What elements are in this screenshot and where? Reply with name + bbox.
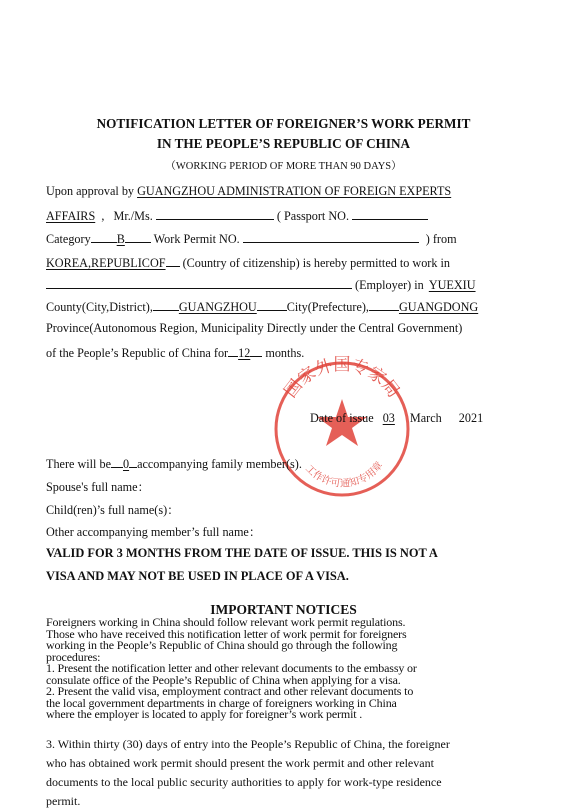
notice-line: where the employer is located to apply for foreigner’s work permit .	[46, 707, 363, 721]
notice-item3-line: who has obtained work permit should present the work permit and other relevant	[46, 756, 434, 770]
notice-line: 1. Present the notification letter and other relevant documents to the embassy or	[46, 661, 417, 675]
employer-label: (Employer) in	[355, 278, 424, 292]
notice-line: Foreigners working in China should follow relevant work permit regulations.	[46, 615, 406, 629]
family-prefix: There will be	[46, 457, 111, 471]
category-line	[46, 230, 491, 247]
work-permit-blank	[243, 230, 419, 243]
authority-name-cont: AFFAIRS	[46, 209, 96, 223]
county-line	[46, 298, 491, 315]
city-label: City(Prefecture),	[286, 300, 369, 314]
notices-heading: IMPORTANT NOTICES	[210, 602, 357, 617]
family-line	[46, 455, 491, 472]
category-value: B	[116, 232, 125, 246]
authority-name: GUANGZHOU ADMINISTRATION OF FOREIGN EXPERTS	[137, 184, 452, 198]
months-suffix: months.	[265, 346, 305, 360]
notice-item3-line: 3. Within thirty (30) days of entry into the People’s Republic of China, the foreigner	[46, 737, 450, 751]
employer-line	[46, 276, 491, 293]
document-subtitle: （WORKING PERIOD OF MORE THAN 90 DAYS）	[165, 161, 402, 172]
country-suffix: (Country of citizenship) is hereby permitted to work in	[182, 256, 450, 270]
employer-blank	[46, 276, 352, 289]
document-title-line1: NOTIFICATION LETTER OF FOREIGNER’S WORK PERMIT	[96, 116, 471, 131]
county-value: YUEXIU	[428, 278, 476, 292]
family-count: 0	[122, 457, 130, 471]
date-year: 2021	[458, 411, 484, 425]
city-value: GUANGZHOU	[178, 300, 257, 314]
months-prefix: of the People’s Republic of China for	[46, 346, 229, 360]
family-suffix: accompanying family member(s).	[137, 457, 302, 471]
notice-line: procedures:	[46, 649, 101, 664]
document-title-line2: IN THE PEOPLE’S REPUBLIC OF CHINA	[156, 136, 411, 151]
notice-line: consulate office of the People’s Republic of China when applying for a visa.	[46, 672, 401, 687]
authority-line: AFFAIRS , Mr./Ms. ( Passport NO.	[46, 207, 491, 224]
country-line	[46, 254, 491, 271]
validity-line1: VALID FOR 3 MONTHS FROM THE DATE OF ISSUE. THIS IS NOT A	[46, 546, 438, 560]
name-blank	[156, 207, 274, 220]
work-permit-label: Work Permit NO.	[153, 232, 240, 246]
spouse-label: Spouse's full name：	[46, 480, 150, 494]
category-label: Category	[46, 232, 91, 246]
date-of-issue	[310, 410, 483, 426]
date-month: March	[409, 411, 442, 425]
notice-line: 2. Present the valid visa, employment contract and other relevant documents to	[46, 684, 414, 698]
date-label: Date of issue	[310, 411, 374, 425]
notice-item3-line: documents to the local public security authorities to apply for work-type residence	[46, 775, 442, 789]
passport-label: ( Passport NO.	[276, 209, 350, 223]
other-member-label: Other accompanying member’s full name：	[46, 525, 262, 539]
province-value: GUANGDONG	[398, 300, 479, 314]
seal-text: 国家外国专家局	[280, 355, 404, 402]
province-line: Province(Autonomous Region, Municipality Directly under the Central Government)	[46, 321, 463, 335]
notice-line: Those who have received this notification letter of work permit for foreigners	[46, 626, 407, 641]
seal-subtext: 工作许可通知专用章	[302, 459, 386, 490]
svg-text:国家外国专家局	[281, 355, 404, 402]
notice-line: working in the People’s Republic of China should go through the following	[46, 638, 398, 652]
notice-item3-line: permit.	[46, 794, 81, 808]
validity-line2: VISA AND MAY NOT BE USED IN PLACE OF A VISA.	[46, 569, 349, 583]
date-day: 03	[382, 411, 395, 425]
from-label: ) from	[425, 232, 457, 246]
approval-line	[46, 183, 491, 199]
passport-blank	[352, 207, 428, 220]
approval-prefix: Upon approval by	[46, 184, 135, 198]
notice-line: the local government departments in charge of foreigners working in China	[46, 695, 397, 710]
country-value: KOREA,REPUBLICOF	[46, 256, 166, 270]
county-label: County(City,District),	[46, 300, 153, 314]
children-label: Child(ren)’s full name(s)：	[46, 503, 180, 517]
mr-ms-label: Mr./Ms.	[113, 209, 153, 223]
months-value: 12	[238, 346, 251, 360]
